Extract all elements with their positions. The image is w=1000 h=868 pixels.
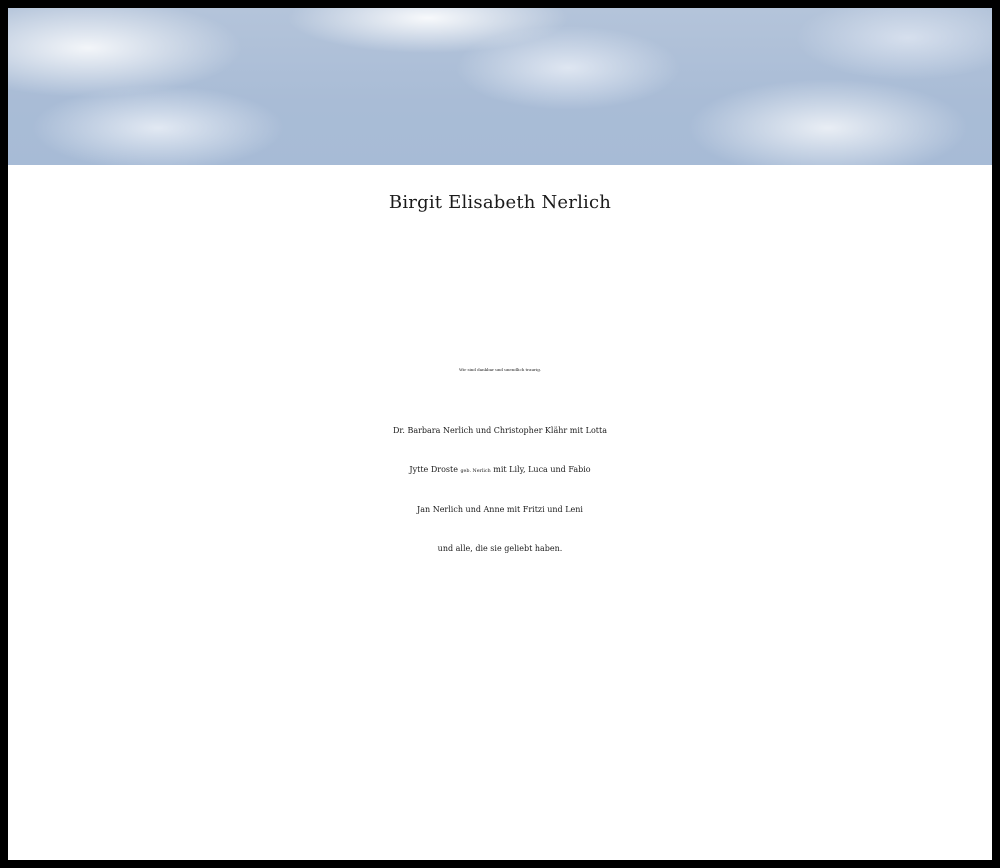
mourner-maiden-name: geb. Nerlich: [460, 469, 491, 474]
notice-content: [8, 8, 992, 860]
mourner-name: Jytte Droste: [409, 465, 458, 474]
mourner-line-1: Dr. Barbara Nerlich und Christopher Klähr mit Lotta: [393, 426, 607, 435]
mourner-line-2: [8, 465, 992, 474]
statement: Wir sind dankbar und unendlich traurig.: [458, 367, 542, 372]
mourner-line-4: und alle, die sie geliebt haben.: [437, 544, 563, 553]
deceased-name: Birgit Elisabeth Nerlich: [388, 192, 612, 213]
mourner-children: mit Lily, Luca und Fabio: [493, 465, 591, 474]
sky-background: [8, 8, 992, 165]
mourner-line-3: Jan Nerlich und Anne mit Fritzi und Leni: [417, 505, 583, 514]
